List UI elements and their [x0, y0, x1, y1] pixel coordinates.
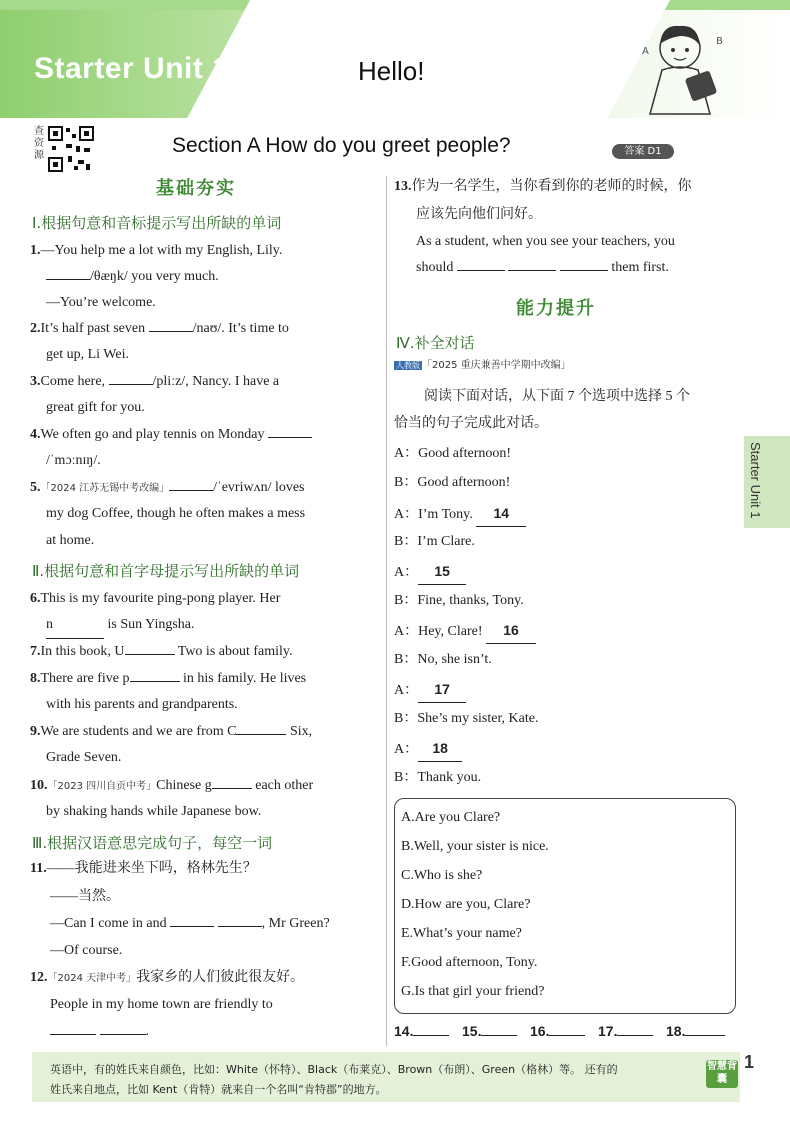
- q1-line1: 1.—You help me a lot with my English, Lily.: [30, 243, 283, 258]
- option-item[interactable]: G.Is that girl your friend?: [401, 984, 545, 999]
- answer-slot-18[interactable]: [685, 1035, 725, 1036]
- q2-line1: 2.It’s half past seven /naʊ/. It’s time to: [30, 321, 289, 336]
- part3-title: Ⅲ.根据汉语意思完成句子，每空一词: [32, 834, 273, 852]
- publisher-badge: 人教版: [396, 361, 420, 370]
- qr-resource-label: 查资源: [34, 126, 44, 161]
- q13-line3: As a student, when you see your teachers, you: [416, 234, 675, 249]
- q11-line4: —Of course.: [50, 943, 123, 958]
- dialog-line: B：Fine, thanks, Tony.: [394, 593, 524, 608]
- q13-line2: 应该先向他们问好。: [416, 207, 542, 222]
- option-item[interactable]: B.Well, your sister is nice.: [401, 839, 549, 854]
- q12-line2: People in my home town are friendly to: [50, 997, 273, 1012]
- answer-slot-17[interactable]: [617, 1035, 653, 1036]
- advanced-heading: 能力提升: [516, 298, 596, 319]
- q8-line2: with his parents and grandparents.: [46, 697, 238, 712]
- part1-title: Ⅰ.根据句意和音标提示写出所缺的单词: [32, 214, 282, 232]
- option-item[interactable]: A.Are you Clare?: [401, 810, 501, 825]
- dialog-answer-18[interactable]: 18: [418, 735, 462, 762]
- q6-line2: n is Sun Yingsha.: [46, 612, 195, 639]
- q13-blank-1[interactable]: [457, 270, 505, 271]
- q11-blank-1[interactable]: [170, 926, 214, 927]
- option-item[interactable]: F.Good afternoon, Tony.: [401, 955, 538, 970]
- q12-blank-2[interactable]: [100, 1034, 146, 1035]
- q3-blank[interactable]: [109, 384, 153, 385]
- column-divider: [386, 176, 387, 1046]
- q1-blank[interactable]: [46, 279, 90, 280]
- q4-line1: 4.We often go and play tennis on Monday: [30, 422, 312, 448]
- q3-line2: great gift for you.: [46, 400, 145, 415]
- q8-blank[interactable]: [130, 681, 180, 682]
- option-item[interactable]: C.Who is she?: [401, 868, 483, 883]
- q5-source-tag: 「2024 江苏无锡中考改编」: [40, 483, 170, 494]
- q1-line3: —You’re welcome.: [46, 295, 156, 310]
- q1-line2: /θæŋk/ you very much.: [46, 264, 219, 290]
- dialog-answer-16[interactable]: 16: [486, 617, 536, 644]
- options-box: [394, 798, 736, 1014]
- q11-blank-2[interactable]: [218, 926, 262, 927]
- answer-slot-16[interactable]: [549, 1035, 585, 1036]
- q3-line1: 3.Come here, /pliːz/, Nancy. I have a: [30, 374, 280, 389]
- dialog-line: A：Hey, Clare! 16: [394, 617, 536, 645]
- q5-line1: 5.「2024 江苏无锡中考改编」 /ˈevriwʌn/ loves: [30, 480, 305, 495]
- unit-title: Starter Unit 1: [34, 52, 230, 85]
- q6-blank[interactable]: n: [46, 612, 104, 639]
- option-item[interactable]: D.How are you, Clare?: [401, 897, 531, 912]
- dialog-line: B：Good afternoon!: [394, 475, 511, 490]
- q12-blank-1[interactable]: [50, 1034, 96, 1035]
- option-item[interactable]: E.What’s your name?: [401, 926, 522, 941]
- q13-blank-2[interactable]: [508, 270, 556, 271]
- dialog-line: A： 17: [394, 676, 466, 704]
- q13-blank-3[interactable]: [560, 270, 608, 271]
- wisdom-badge: 智慧背囊: [706, 1060, 738, 1088]
- unit-side-tab: Starter Unit 1: [744, 436, 790, 528]
- q9-line1: 9.We are students and we are from C Six,: [30, 724, 313, 739]
- q10-line1: 10.「2023 四川自贡中考」Chinese g each other: [30, 778, 314, 793]
- q10-line2: by shaking hands while Japanese bow.: [46, 804, 262, 819]
- part4-source-line: [394, 356, 571, 375]
- part4-title: Ⅳ.补全对话: [396, 334, 475, 352]
- q8-line1: 8.There are five p in his family. He lives: [30, 671, 307, 686]
- q7-line1: 7.In this book, U Two is about family.: [30, 644, 293, 659]
- left-column: [30, 0, 376, 1040]
- dialog-line: B：No, she isn’t.: [394, 652, 492, 667]
- q2-line2: get up, Li Wei.: [46, 347, 129, 362]
- q5-blank[interactable]: [169, 490, 213, 491]
- basics-heading: 基础夯实: [156, 178, 236, 199]
- dialog-line: B：Thank you.: [394, 770, 482, 785]
- q9-line2: Grade Seven.: [46, 750, 122, 765]
- dialog-answer-14[interactable]: 14: [476, 500, 526, 527]
- q13-line4: should them first.: [416, 260, 669, 275]
- q9-blank[interactable]: [236, 734, 286, 735]
- footer-tip-text: 英语中，有的姓氏来自颜色，比如：White（怀特）、Black（布莱克）、Brown（布朗）、Green（格林）等。 还有的 姓氏来自地点，比如 Kent（肯特）就来自一个名叫“肯特郡”的地方。: [50, 1063, 618, 1096]
- dialog-line: B：I’m Clare.: [394, 534, 475, 549]
- q4-blank[interactable]: [268, 437, 312, 438]
- q10-blank[interactable]: [212, 788, 252, 789]
- dialog-answer-17[interactable]: 17: [418, 676, 466, 703]
- q11-line2: ——当然。: [50, 889, 120, 904]
- q12-line3: .: [50, 1019, 149, 1045]
- part4-intro2: 恰当的句子完成此对话。: [394, 416, 548, 431]
- page-number: 1: [744, 1052, 755, 1072]
- q6-line1: 6.This is my favourite ping-pong player. Her: [30, 591, 281, 606]
- q11-line1: 11.——我能进来坐下吗，格林先生？: [30, 861, 257, 876]
- unit-subtitle: Hello!: [358, 56, 425, 86]
- q5-line2: my dog Coffee, though he often makes a mess: [46, 506, 306, 521]
- part2-title: Ⅱ.根据句意和首字母提示写出所缺的单词: [32, 562, 300, 580]
- dialog-line: B：She’s my sister, Kate.: [394, 711, 539, 726]
- dialog-line: A： 18: [394, 735, 462, 763]
- dialog-answer-15[interactable]: 15: [418, 558, 466, 585]
- svg-text:A: A: [642, 46, 649, 57]
- dialog-line: A： 15: [394, 558, 466, 586]
- svg-text:B: B: [716, 36, 723, 47]
- q7-blank[interactable]: [125, 654, 175, 655]
- dialog-line: A：I’m Tony. 14: [394, 500, 526, 528]
- answer-slot-15[interactable]: [481, 1035, 517, 1036]
- q10-source-tag: 「2023 四川自贡中考」: [47, 781, 157, 792]
- section-title: Section A How do you greet people?: [172, 134, 511, 157]
- q12-line1: 12.「2024 天津中考」我家乡的人们彼此很友好。: [30, 970, 305, 985]
- q13-line1: 13.作为一名学生，当你看到你的老师的时候，你: [394, 179, 692, 194]
- answer-page-badge: 答案 D1: [612, 144, 674, 159]
- dialog-line: A：Good afternoon!: [394, 446, 512, 461]
- q11-line3: —Can I come in and , Mr Green?: [50, 916, 330, 931]
- part4-intro1: 阅读下面对话，从下面 7 个选项中选择 5 个: [424, 389, 690, 404]
- q12-source-tag: 「2024 天津中考」: [47, 973, 137, 984]
- answer-slot-14[interactable]: [413, 1035, 449, 1036]
- part4-source-tag: 「2025 重庆兼善中学期中改编」: [422, 360, 571, 371]
- q5-line3: at home.: [46, 533, 95, 548]
- q4-line2: /ˈmɔːnɪŋ/.: [46, 453, 101, 468]
- q2-blank[interactable]: [149, 331, 193, 332]
